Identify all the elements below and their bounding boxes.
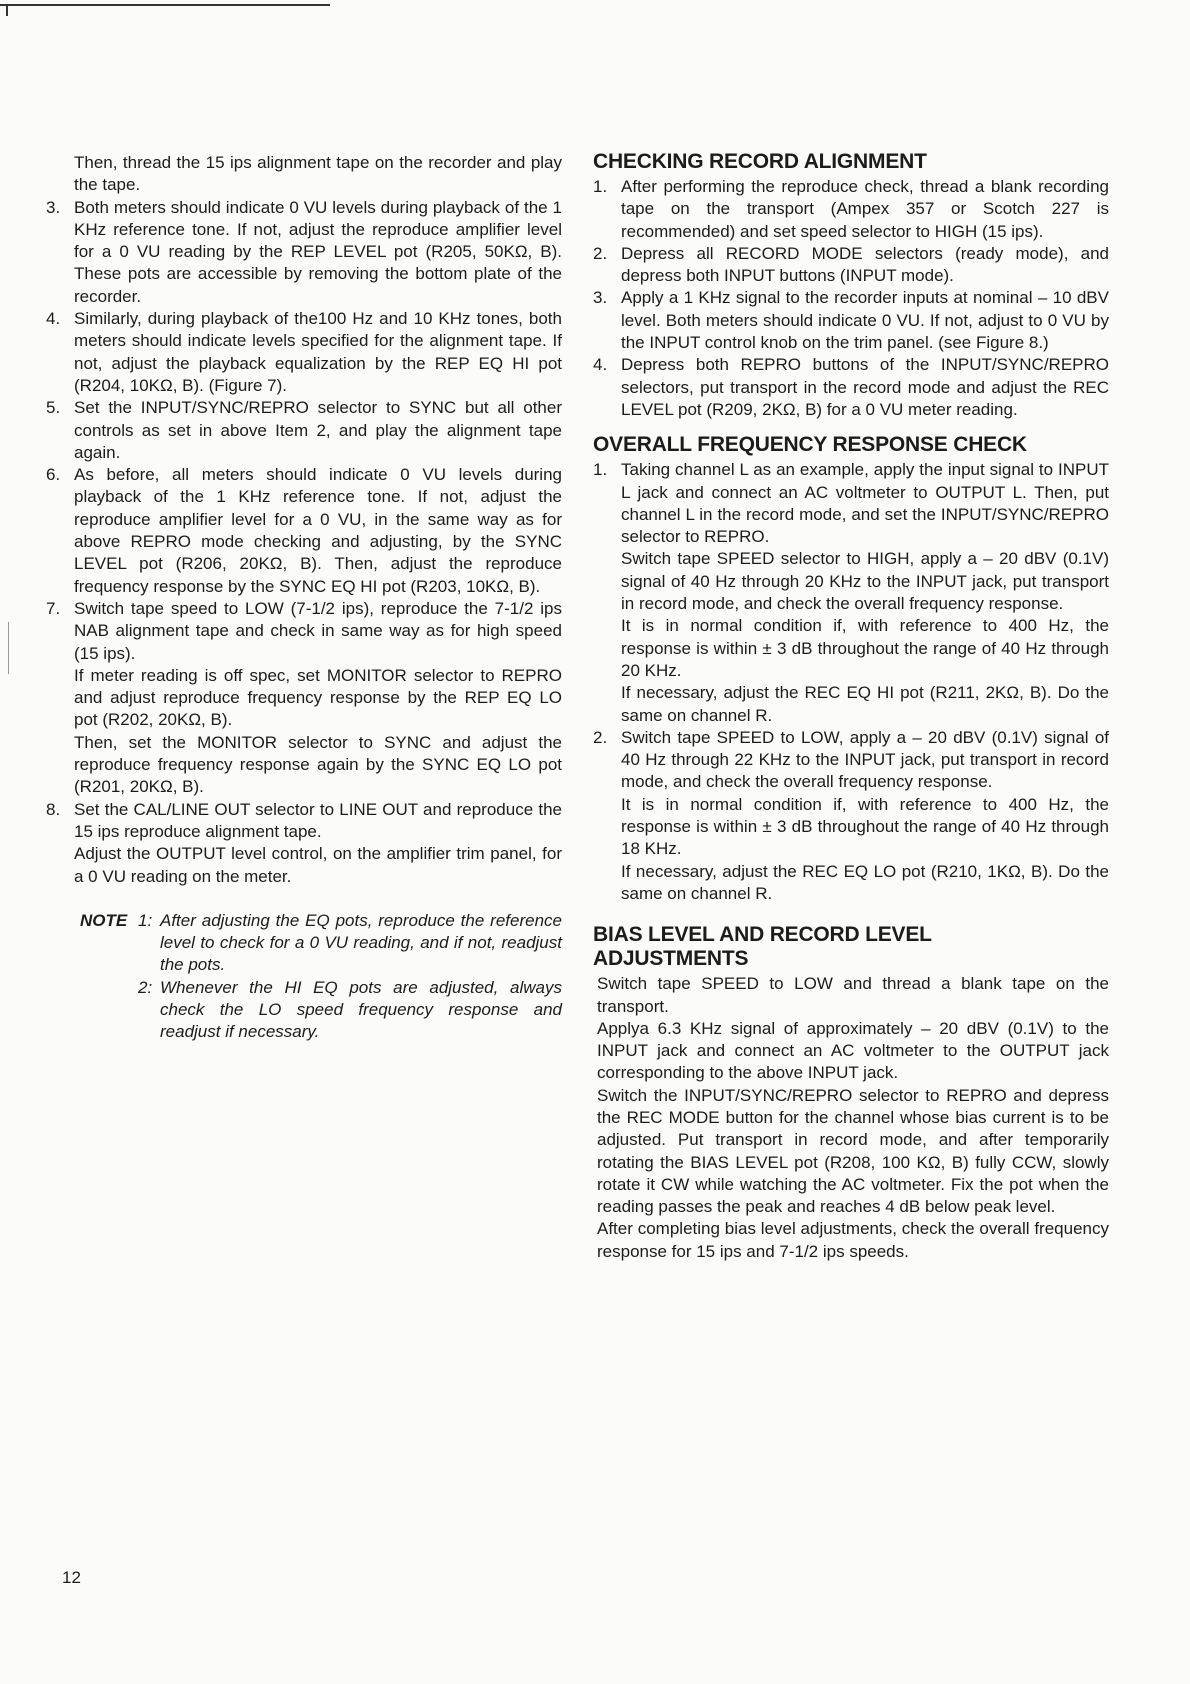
item-number: 2.: [593, 243, 608, 263]
list-item: [593, 727, 1109, 905]
item-text: Set the INPUT/SYNC/REPRO selector to SYNC but all other controls as set in above Item 2, and play the alignment tape again.: [74, 398, 562, 462]
item-text: As before, all meters should indicate 0 VU levels during playback of the 1 KHz reference tone. If not, adjust the reproduce amplifier level for a 0 VU, in the same way as for above REPRO mode checking and adjusting, by the SYNC LEVEL pot (R206, 20KΩ, B). Then, adjust the reproduce frequency response by the SYNC EQ HI pot (R203, 10KΩ, B).: [74, 465, 562, 596]
right-column: [593, 150, 1109, 1263]
list-item: [593, 354, 1109, 421]
item-text: Similarly, during playback of the100 Hz and 10 KHz tones, both meters should indicate levels specified for the alignment tape. If not, adjust the playback equalization by the REP EQ HI pot (R204, 10KΩ, B). (Figure 7).: [74, 309, 562, 395]
list-item: [46, 308, 562, 397]
corner-rule: [0, 4, 330, 6]
item-text: Depress all RECORD MODE selectors (ready mode), and depress both INPUT buttons (INPUT mode).: [621, 243, 1109, 286]
bias-paragraph: Applya 6.3 KHz signal of approximately – 20 dBV (0.1V) to the INPUT jack and connect an AC voltmeter to the OUTPUT jack corresponding to the above INPUT jack.: [597, 1018, 1109, 1083]
item-number: 3.: [46, 197, 61, 217]
note-text: Whenever the HI EQ pots are adjusted, always check the LO speed frequency response and readjust if necessary.: [160, 977, 562, 1042]
item-extra-text: Adjust the OUTPUT level control, on the amplifier trim panel, for a 0 VU reading on the meter.: [74, 844, 562, 886]
list-item: [46, 799, 562, 888]
item-number: 5.: [46, 398, 61, 418]
item-number: 4.: [593, 355, 608, 375]
item-number: 1.: [593, 177, 608, 196]
bias-paragraph: Switch tape SPEED to LOW and thread a blank tape on the transport.: [597, 974, 1109, 1016]
intro-paragraph: Then, thread the 15 ips alignment tape on the recorder and play the tape.: [74, 153, 562, 195]
list-item: [46, 598, 562, 799]
note-label: NOTE: [80, 910, 128, 930]
item-number: 1.: [593, 460, 608, 480]
list-item: [593, 459, 1109, 727]
item-text: Both meters should indicate 0 VU levels during playback of the 1 KHz reference tone. If not, adjust the reproduce amplifier level for a 0 VU reading by the REP LEVEL pot (R205, 50KΩ, B). These pots are accessible by removing the bottom plate of the recorder.: [74, 197, 562, 306]
item-extra-text: Switch tape SPEED selector to HIGH, apply a – 20 dBV (0.1V) signal of 40 Hz through 20 KHz to the INPUT jack, put transport in record mode, and check the overall frequency response.: [621, 549, 1109, 614]
item-extra-text: If necessary, adjust the REC EQ HI pot (R211, 2KΩ, B). Do the same on channel R.: [621, 683, 1109, 725]
item-extra-text: Then, set the MONITOR selector to SYNC and adjust the reproduce frequency response again by the SYNC EQ LO pot (R201, 20KΩ, B).: [74, 732, 562, 797]
frequency-response-list: [593, 459, 1109, 905]
item-extra-text: If meter reading is off spec, set MONITOR selector to REPRO and adjust reproduce frequency response by the REP EQ LO pot (R202, 20KΩ, B).: [74, 665, 562, 730]
item-number: 6.: [46, 465, 61, 485]
section-heading: CHECKING RECORD ALIGNMENT: [593, 150, 927, 173]
list-item: [46, 397, 562, 464]
note-block: [80, 910, 562, 1044]
list-item: [593, 287, 1109, 354]
list-item: [593, 176, 1109, 243]
left-column: [46, 152, 562, 1044]
item-text: Apply a 1 KHz signal to the recorder inputs at nominal – 10 dBV level. Both meters should indicate 0 VU. If not, adjust to 0 VU by the INPUT control knob on the trim panel. (see Figure 8.): [621, 288, 1109, 353]
bias-heading-line1: BIAS LEVEL AND RECORD LEVEL: [593, 923, 932, 947]
record-alignment-list: [593, 176, 1109, 421]
item-text: Taking channel L as an example, apply the input signal to INPUT L jack and connect an AC voltmeter to OUTPUT L. Then, put channel L in the record mode, and set the INPUT/SYNC/REPRO selector to REPRO.: [621, 460, 1109, 547]
list-item: [46, 464, 562, 598]
section-heading: [593, 923, 1109, 971]
item-extra-text: It is in normal condition if, with reference to 400 Hz, the response is within ± 3 dB throughout the range of 40 Hz through 18 KHz.: [621, 794, 1109, 859]
bias-section: [593, 973, 1109, 1263]
item-number: 8.: [46, 799, 61, 819]
item-text: After performing the reproduce check, thread a blank recording tape on the transport (Ampex 357 or Scotch 227 is recommended) and set speed selector to HIGH (15 ips).: [621, 177, 1109, 241]
page-number: 12: [62, 1568, 81, 1587]
bias-heading-line2: ADJUSTMENTS: [593, 947, 749, 971]
item-extra-text: It is in normal condition if, with reference to 400 Hz, the response is within ± 3 dB throughout the range of 40 Hz through 20 KHz.: [621, 616, 1109, 680]
item-number: 2.: [593, 727, 608, 747]
item-number: 7.: [46, 598, 61, 618]
note-text: After adjusting the EQ pots, reproduce the reference level to check for a 0 VU reading, and if not, readjust the pots.: [160, 910, 562, 975]
section-heading: OVERALL FREQUENCY RESPONSE CHECK: [593, 433, 1027, 457]
item-text: Switch tape speed to LOW (7-1/2 ips), reproduce the 7-1/2 ips NAB alignment tape and check in same way as for high speed (15 ips).: [74, 598, 562, 663]
note-number: 1:: [138, 910, 153, 930]
item-extra-text: If necessary, adjust the REC EQ LO pot (R210, 1KΩ, B). Do the same on channel R.: [621, 861, 1109, 903]
note-number: 2:: [138, 977, 153, 997]
margin-mark: [8, 622, 9, 674]
bias-paragraph: After completing bias level adjustments, check the overall frequency response for 15 ips and 7-1/2 ips speeds.: [597, 1219, 1109, 1261]
left-list: [46, 197, 562, 888]
bias-paragraph: Switch the INPUT/SYNC/REPRO selector to REPRO and depress the REC MODE button for the channel whose bias current is to be adjusted. Put transport in record mode, and after temporarily rotating the BIAS LEVEL pot (R208, 100 KΩ, B) fully CCW, slowly rotate it CW while watching the AC voltmeter. Fix the pot when the reading passes the peak and reaches 4 dB below peak level.: [597, 1085, 1109, 1217]
item-text: Depress both REPRO buttons of the INPUT/SYNC/REPRO selectors, put transport in the record mode and adjust the REC LEVEL pot (R209, 2KΩ, B) for a 0 VU meter reading.: [621, 355, 1109, 419]
item-number: 3.: [593, 288, 608, 308]
item-text: Set the CAL/LINE OUT selector to LINE OUT and reproduce the 15 ips reproduce alignment tape.: [74, 799, 562, 841]
item-text: Switch tape SPEED to LOW, apply a – 20 dBV (0.1V) signal of 40 Hz through 22 KHz to the INPUT jack, put transport in record mode, and check the overall frequency response.: [621, 727, 1109, 792]
list-item: [46, 197, 562, 308]
list-item: [593, 243, 1109, 288]
item-number: 4.: [46, 309, 61, 329]
corner-tick: [6, 4, 8, 16]
